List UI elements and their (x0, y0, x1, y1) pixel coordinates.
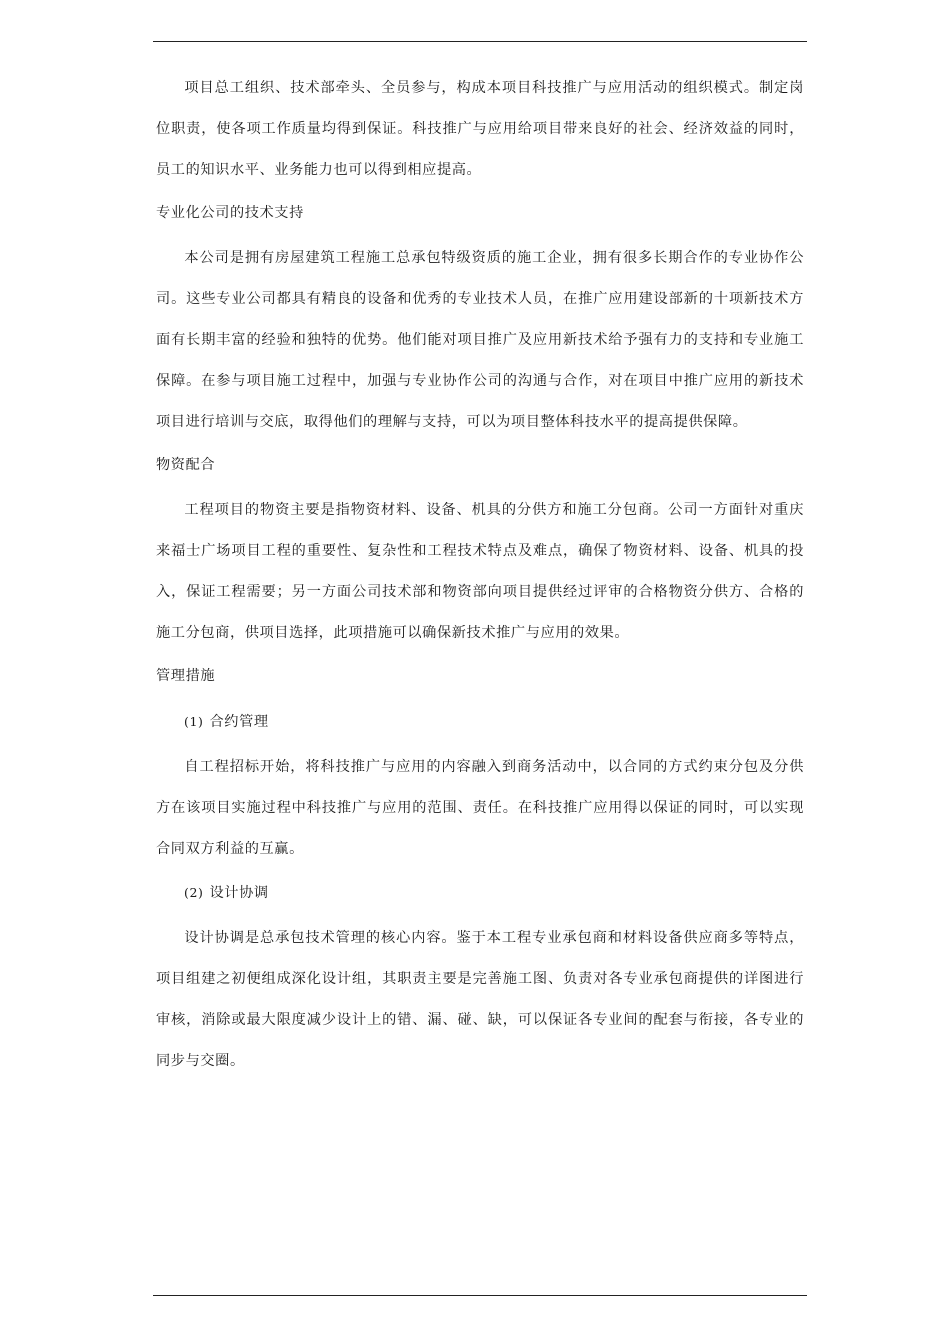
paragraph-materials: 工程项目的物资主要是指物资材料、设备、机具的分供方和施工分包商。公司一方面针对重庆来福士广场项目工程的重要性、复杂性和工程技术特点及难点，确保了物资材料、设备、机具的投入，保证工程需要；另一方面公司技术部和物资部向项目提供经过评审的合格物资分供方、合格的施工分包商，供项目选择，此项措施可以确保新技术推广与应用的效果。 (156, 502, 804, 641)
subheading-contract-number: (1) (184, 714, 204, 729)
footer-rule (153, 1295, 807, 1296)
heading-management: 管理措施 (156, 668, 216, 684)
header-rule (153, 41, 807, 42)
subheading-design (156, 872, 804, 914)
document-body (156, 68, 804, 1082)
paragraph-contract: 自工程招标开始，将科技推广与应用的内容融入到商务活动中，以合同的方式约束分包及分供方在该项目实施过程中科技推广与应用的范围、责任。在科技推广应用得以保证的同时，可以实现合同双方利益的互赢。 (156, 759, 804, 857)
heading-technical-support: 专业化公司的技术支持 (156, 205, 304, 221)
paragraph-technical-support: 本公司是拥有房屋建筑工程施工总承包特级资质的施工企业，拥有很多长期合作的专业协作公司。这些专业公司都具有精良的设备和优秀的专业技术人员，在推广应用建设部新的十项新技术方面有长期丰富的经验和独特的优势。他们能对项目推广及应用新技术给予强有力的支持和专业施工保障。在参与项目施工过程中，加强与专业协作公司的沟通与合作，对在项目中推广应用的新技术项目进行培训与交底，取得他们的理解与支持，可以为项目整体科技水平的提高提供保障。 (156, 250, 804, 430)
subheading-contract (156, 701, 804, 743)
paragraph-intro: 项目总工组织、技术部牵头、全员参与，构成本项目科技推广与应用活动的组织模式。制定岗位职责，使各项工作质量均得到保证。科技推广与应用给项目带来良好的社会、经济效益的同时，员工的知识水平、业务能力也可以得到相应提高。 (156, 80, 804, 178)
subheading-contract-label: 合约管理 (209, 714, 269, 730)
paragraph-design: 设计协调是总承包技术管理的核心内容。鉴于本工程专业承包商和材料设备供应商多等特点，项目组建之初便组成深化设计组，其职责主要是完善施工图、负责对各专业承包商提供的详图进行审核，消除或最大限度减少设计上的错、漏、碰、缺，可以保证各专业间的配套与衔接，各专业的同步与交圈。 (156, 930, 804, 1069)
subheading-design-number: (2) (184, 885, 204, 900)
heading-materials: 物资配合 (156, 457, 216, 473)
subheading-design-label: 设计协调 (209, 885, 269, 901)
